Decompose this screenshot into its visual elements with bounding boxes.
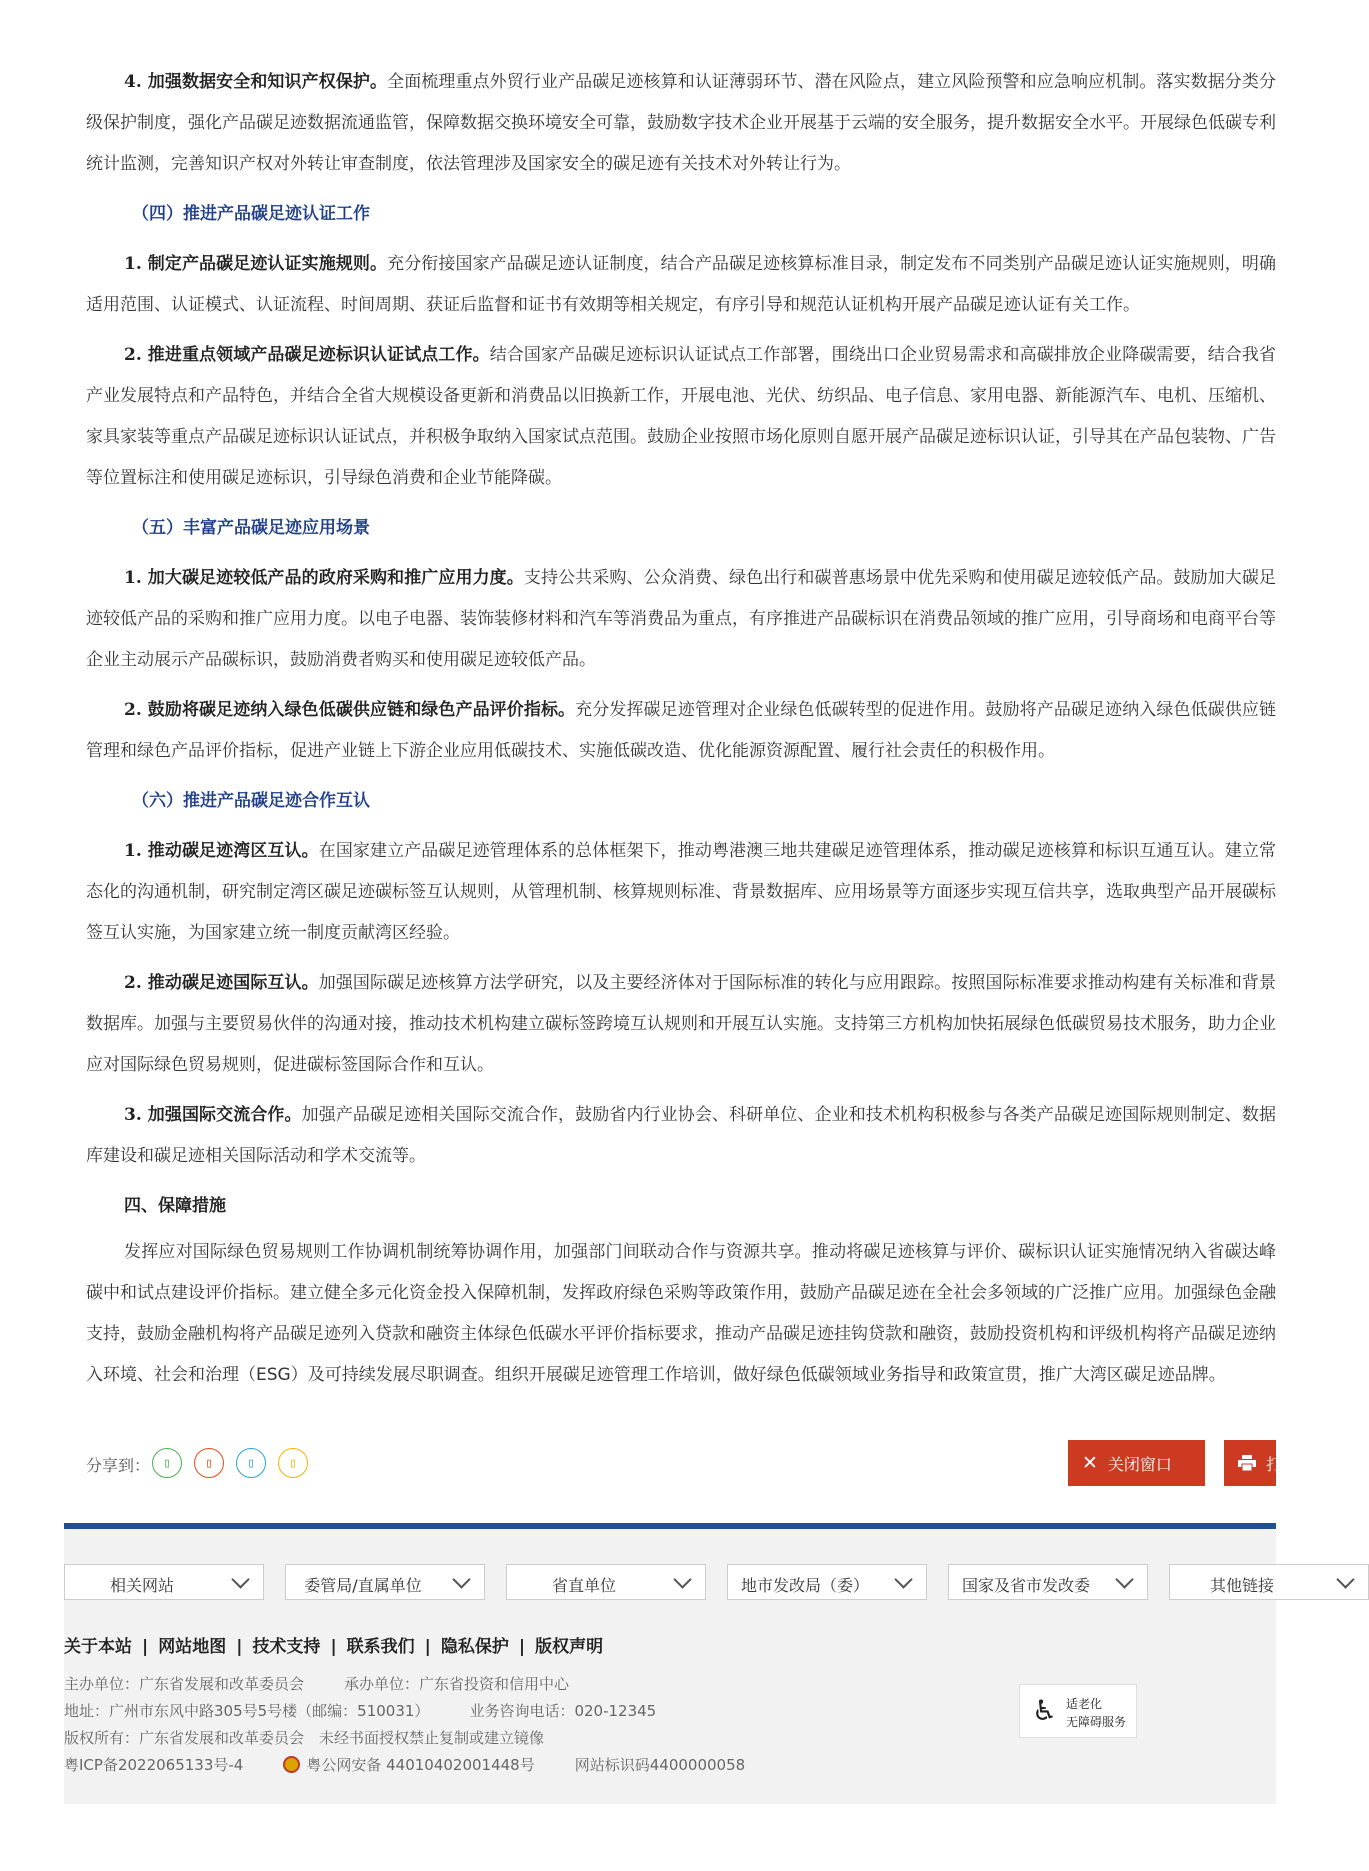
paragraph (86, 831, 1276, 954)
paragraph-text: 充分发挥碳足迹管理对企业绿色低碳转型的促进作用。鼓励将产品碳足迹纳入绿色低碳供应链管理和绿色产品评价指标，促进产业链上下游企业应用低碳技术、实施低碳改造、优化能源资源配置、履行社会责任的积极作用。 (86, 700, 1277, 761)
link-separator: | (330, 1637, 337, 1657)
accessibility-icon: ♿ (1032, 1694, 1058, 1727)
paragraph-lead: 1. 加大碳足迹较低产品的政府采购和推广应用力度。 (124, 568, 524, 588)
print-button[interactable] (1224, 1440, 1299, 1486)
organizer-text: 承办单位：广东省投资和信用中心 (344, 1675, 570, 1693)
select-label: 相关网站 (109, 1576, 174, 1595)
link-separator: | (518, 1637, 526, 1657)
national-commissions-select[interactable] (948, 1564, 1148, 1600)
paragraph-lead: 3. 加强国际交流合作。 (124, 1105, 302, 1125)
paragraph (86, 1095, 1276, 1177)
address-text: 地址：广州市东风中路305号5号楼（邮编：510031） (64, 1702, 430, 1720)
copyright-info: 版权所有：广东省发展和改革委员会 未经书面授权禁止复制或建立镜像 (64, 1729, 545, 1747)
site-id-text: 网站标识码4400000058 (574, 1756, 746, 1774)
close-icon: ✕ (1082, 1452, 1098, 1474)
chevron-down-icon (1336, 1570, 1354, 1588)
contact-link[interactable]: 联系我们 (346, 1637, 415, 1657)
weibo-icon[interactable]: ▯ (194, 1448, 224, 1478)
paragraph-lead: 2. 鼓励将碳足迹纳入绿色低碳供应链和绿色产品评价指标。 (124, 700, 576, 720)
privacy-link[interactable]: 隐私保护 (440, 1637, 509, 1657)
select-label: 委管局/直属单位 (304, 1576, 422, 1595)
police-emblem-icon (283, 1756, 300, 1773)
article-body (86, 62, 1276, 1430)
paragraph (86, 1232, 1276, 1396)
section-heading: （五）丰富产品碳足迹应用场景 (132, 518, 370, 538)
paragraph-text: 发挥应对国际绿色贸易规则工作协调机制统筹协调作用，加强部门间联动合作与资源共享。推动将碳足迹核算与评价、碳标识认证实施情况纳入省碳达峰碳中和试点建设评价指标。建立健全多元化资金投入保障机制，发挥政府绿色采购等政策作用，鼓励产品碳足迹在全社会多领域的广泛推广应用。加强绿色金融支持，鼓励金融机构将产品碳足迹列入贷款和融资主体绿色低碳水平评价指标要求，推动产品碳足迹挂钩贷款和融资，鼓励投资机构和评级机构将产品碳足迹纳入环境、社会和治理（ESG）及可持续发展尽职调查。组织开展碳足迹管理工作培训，做好绿色低碳领域业务指导和政策宣贯，推广大湾区碳足迹品牌。 (86, 1242, 1276, 1385)
paragraph-lead: 2. 推进重点领域产品碳足迹标识认证试点工作。 (124, 345, 490, 365)
paragraph (86, 335, 1276, 499)
select-label: 其他链接 (1210, 1576, 1275, 1595)
other-links-select[interactable] (1169, 1564, 1369, 1600)
paragraph (86, 62, 1276, 185)
bureau-units-select[interactable] (285, 1564, 485, 1600)
paragraph (86, 690, 1276, 772)
printer-icon (1238, 1455, 1256, 1471)
chevron-down-icon (894, 1570, 912, 1588)
city-bureaus-select[interactable] (727, 1564, 927, 1600)
tech-support-link[interactable]: 技术支持 (252, 1637, 321, 1657)
sitemap-link[interactable]: 网站地图 (158, 1637, 227, 1657)
close-window-label: 关闭窗口 (1107, 1454, 1172, 1474)
link-separator: | (424, 1637, 431, 1657)
paragraph-text: 支持公共采购、公众消费、绿色出行和碳普惠场景中优先采购和使用碳足迹较低产品。鼓励加大碳足迹较低产品的采购和推广应用力度。以电子电器、装饰装修材料和汽车等消费品为重点，有序推进产品碳标识在消费品领域的推广应用，引导商场和电商平台等企业主动展示产品碳标识，鼓励消费者购买和使用碳足迹较低产品。 (86, 568, 1276, 670)
chapter-heading: 四、保障措施 (124, 1196, 226, 1216)
paragraph (86, 963, 1276, 1086)
related-sites-select[interactable] (64, 1564, 264, 1600)
paragraph-text: 全面梳理重点外贸行业产品碳足迹核算和认证薄弱环节、潜在风险点，建立风险预警和应急响应机制。落实数据分类分级保护制度，强化产品碳足迹数据流通监管，保障数据交换环境安全可靠，鼓励数字技术企业开展基于云端的安全服务，提升数据安全水平。开展绿色低碳专利统计监测，完善知识产权对外转让审查制度，依法管理涉及国家安全的碳足迹有关技术对外转让行为。 (86, 72, 1276, 174)
paragraph-lead: 1. 推动碳足迹湾区互认。 (124, 841, 319, 861)
paragraph-text: 加强国际碳足迹核算方法学研究，以及主要经济体对于国际标准的转化与应用跟踪。按照国际标准要求推动构建有关标准和背景数据库。加强与主要贸易伙伴的沟通对接，推动技术机构建立碳标签跨境互认规则和开展互认实施。支持第三方机构加快拓展绿色低碳贸易技术服务，助力企业应对国际绿色贸易规则，促进碳标签国际合作和互认。 (86, 973, 1277, 1075)
wechat-icon[interactable]: ▯ (152, 1448, 182, 1478)
paragraph-text: 结合国家产品碳足迹标识认证试点工作部署，围绕出口企业贸易需求和高碳排放企业降碳需要，结合我省产业发展特点和产品特色，并结合全省大规模设备更新和消费品以旧换新工作，开展电池、光伏、纺织品、电子信息、家用电器、新能源汽车、电机、压缩机、家具家装等重点产品碳足迹标识认证试点，并积极争取纳入国家试点范围。鼓励企业按照市场化原则自愿开展产品碳足迹标识认证，引导其在产品包装物、广告等位置标注和使用碳足迹标识，引导绿色消费和企业节能降碳。 (86, 345, 1277, 488)
address-info (64, 1700, 656, 1721)
link-separator: | (236, 1637, 243, 1657)
host-text: 主办单位：广东省发展和改革委员会 (64, 1675, 305, 1693)
chevron-down-icon (452, 1570, 470, 1588)
paragraph-text: 加强产品碳足迹相关国际交流合作，鼓励省内行业协会、科研单位、企业和技术机构积极参与各类产品碳足迹国际规则制定、数据库建设和碳足迹相关国际活动和学术交流等。 (86, 1105, 1276, 1166)
chevron-down-icon (1115, 1570, 1133, 1588)
share-label: 分享到： (86, 1456, 151, 1475)
share-toolbar (86, 1440, 1299, 1490)
footer-links (64, 1632, 603, 1657)
paragraph-lead: 4. 加强数据安全和知识产权保护。 (124, 72, 388, 92)
chevron-down-icon (673, 1570, 691, 1588)
paragraph-lead: 1. 制定产品碳足迹认证实施规则。 (124, 254, 388, 274)
provincial-units-select[interactable] (506, 1564, 706, 1600)
about-link[interactable]: 关于本站 (64, 1637, 132, 1657)
paragraph (86, 558, 1276, 681)
footer (64, 1529, 1276, 1804)
select-label: 国家及省市发改委 (961, 1576, 1090, 1595)
registration-info (64, 1754, 745, 1775)
select-label: 省直单位 (551, 1576, 616, 1595)
qq-icon[interactable]: ▯ (236, 1448, 266, 1478)
paragraph-lead: 2. 推动碳足迹国际互认。 (124, 973, 319, 993)
close-window-button[interactable] (1068, 1440, 1205, 1486)
accessibility-service-badge[interactable] (1019, 1684, 1137, 1738)
paragraph (86, 244, 1276, 326)
chevron-down-icon (231, 1570, 249, 1588)
hotline-text: 业务咨询电话：020-12345 (469, 1702, 657, 1720)
paragraph-text: 充分衔接国家产品碳足迹认证制度，结合产品碳足迹核算标准目录，制定发布不同类别产品碳足迹认证实施规则，明确适用范围、认证模式、认证流程、时间周期、获证后监督和证书有效期等相关规定，有序引导和规范认证机构开展产品碳足迹认证有关工作。 (86, 254, 1276, 315)
qzone-icon[interactable]: ▯ (278, 1448, 308, 1478)
badge-line2: 无障碍服务 (1066, 1715, 1127, 1729)
paragraph-text: 在国家建立产品碳足迹管理体系的总体框架下，推动粤港澳三地共建碳足迹管理体系，推动碳足迹核算和标识互通互认。建立常态化的沟通机制，研究制定湾区碳足迹碳标签互认规则，从管理机制、核算规则标准、背景数据库、应用场景等方面逐步实现互信共享，选取典型产品开展碳标签互认实施，为国家建立统一制度贡献湾区经验。 (86, 841, 1277, 943)
select-label: 地市发改局（委） (740, 1576, 869, 1595)
print-label: 打印 (1266, 1454, 1299, 1474)
section-heading: （六）推进产品碳足迹合作互认 (132, 791, 370, 811)
host-info (64, 1673, 569, 1694)
badge-line1: 适老化 (1066, 1697, 1103, 1711)
police-record-link[interactable]: 粤公网安备 44010402001448号 (306, 1756, 535, 1774)
link-separator: | (142, 1637, 149, 1657)
icp-link[interactable]: 粤ICP备2022065133号-4 (64, 1756, 244, 1774)
section-heading: （四）推进产品碳足迹认证工作 (132, 204, 370, 224)
copyright-link[interactable]: 版权声明 (535, 1637, 604, 1657)
